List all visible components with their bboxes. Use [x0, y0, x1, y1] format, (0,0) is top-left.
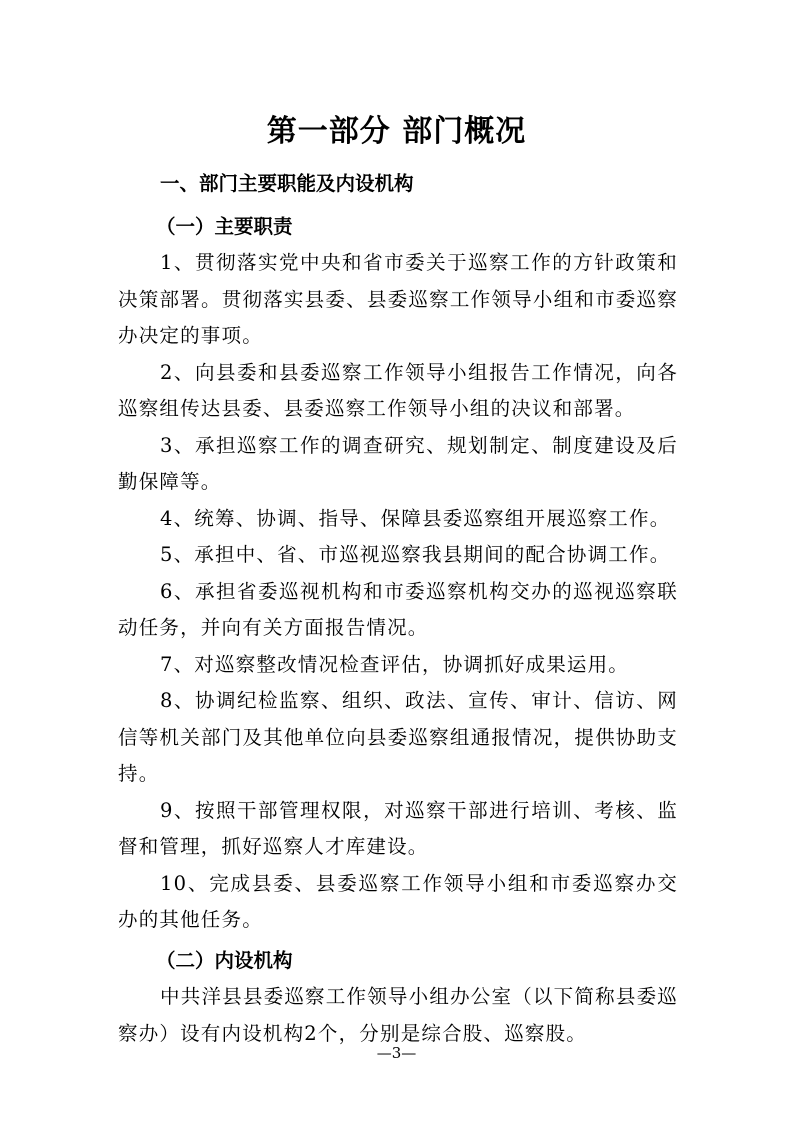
duty-item-8: 8、协调纪检监察、组织、政法、宣传、审计、信访、网信等机关部门及其他单位向县委巡察组通报情况，提供协助支持。: [118, 689, 678, 785]
structure-paragraph: 中共洋县县委巡察工作领导小组办公室（以下简称县委巡察办）设有内设机构2个，分别是综合股、巡察股。: [118, 985, 678, 1045]
duty-item-7: 7、对巡察整改情况检查评估，协调抓好成果运用。: [160, 652, 630, 676]
page-title: 第一部分 部门概况: [266, 114, 527, 149]
duty-item-4: 4、统筹、协调、指导、保障县委巡察组开展巡察工作。: [160, 506, 671, 530]
duty-item-10: 10、完成县委、县委巡察工作领导小组和市委巡察办交办的其他任务。: [118, 871, 678, 931]
duty-item-9: 9、按照干部管理权限，对巡察干部进行培训、考核、监督和管理，抓好巡察人才库建设。: [118, 798, 678, 858]
duty-item-5: 5、承担中、省、市巡视巡察我县期间的配合协调工作。: [160, 543, 671, 566]
page-number: —3—: [376, 1044, 417, 1062]
document-body: [118, 166, 678, 1052]
subsection-heading-structure: （二）内设机构: [156, 948, 293, 972]
duty-item-3: 3、承担巡察工作的调查研究、规划制定、制度建设及后勤保障等。: [118, 433, 678, 493]
section-heading: 一、部门主要职能及内设机构: [160, 172, 414, 195]
duty-item-2: 2、向县委和县委巡察工作领导小组报告工作情况，向各巡察组传达县委、县委巡察工作领导小组的决议和部署。: [118, 360, 678, 420]
subsection-heading-duties: （一）主要职责: [156, 214, 293, 238]
duty-item-6: 6、承担省委巡视机构和市委巡察机构交办的巡视巡察联动任务，并向有关方面报告情况。: [118, 579, 678, 639]
duty-item-1: 1、贯彻落实党中央和省市委关于巡察工作的方针政策和决策部署。贯彻落实县委、县委巡察工作领导小组和市委巡察办决定的事项。: [118, 251, 678, 347]
